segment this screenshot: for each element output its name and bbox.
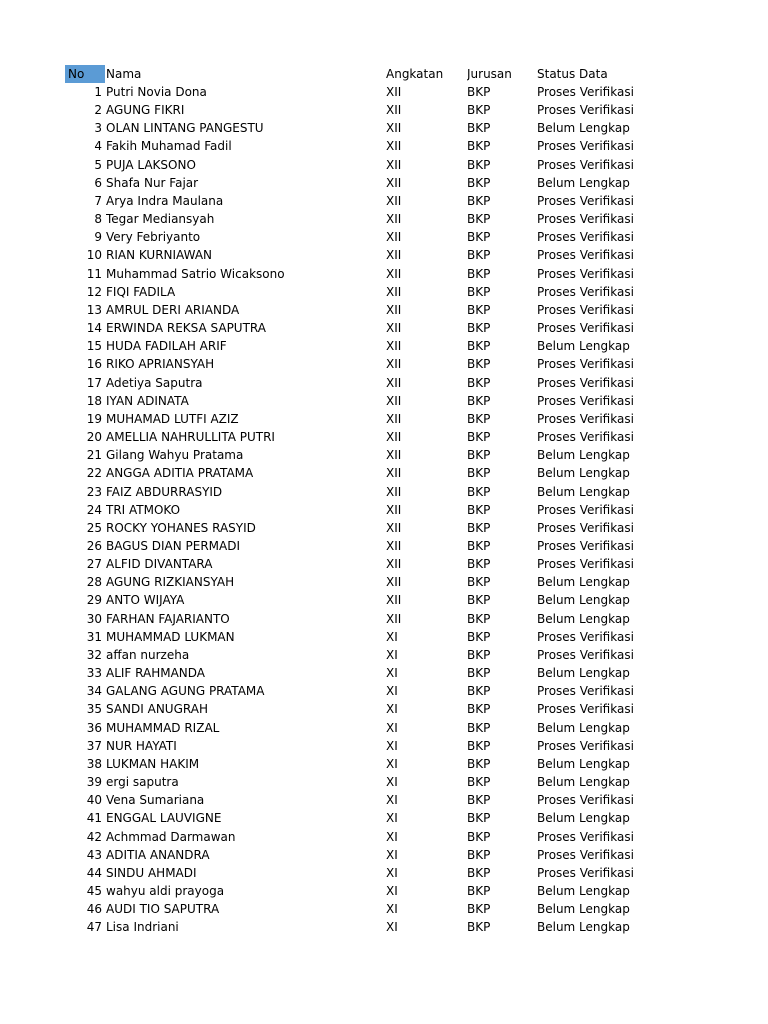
cell-angkatan[interactable]: XI	[386, 756, 398, 771]
cell-nama[interactable]: Adetiya Saputra	[106, 375, 203, 390]
cell-nama[interactable]: ergi saputra	[106, 775, 179, 790]
cell-jurusan[interactable]: BKP	[467, 339, 491, 354]
table-row	[0, 83, 768, 101]
cell-nama[interactable]: Very Febriyanto	[106, 230, 201, 245]
cell-nama[interactable]: IYAN ADINATA	[106, 393, 189, 408]
cell-no[interactable]: 35	[86, 702, 102, 717]
cell-status[interactable]: Belum Lengkap	[537, 666, 630, 681]
cell-angkatan[interactable]: XII	[386, 85, 402, 99]
cell-angkatan[interactable]: XI	[386, 775, 398, 790]
cell-jurusan[interactable]: BKP	[467, 666, 491, 681]
cell-status[interactable]: Belum Lengkap	[537, 339, 630, 354]
cell-angkatan[interactable]: XII	[386, 539, 402, 553]
cell-angkatan[interactable]: XII	[386, 248, 402, 263]
table-row	[0, 519, 768, 537]
cell-angkatan[interactable]: XII	[386, 393, 402, 408]
table-row	[0, 374, 768, 392]
cell-status[interactable]: Belum Lengkap	[537, 811, 630, 826]
cell-status[interactable]: Proses Verifikasi	[537, 85, 634, 99]
table-row	[0, 210, 768, 228]
cell-jurusan[interactable]: BKP	[467, 647, 491, 662]
cell-angkatan[interactable]: XII	[386, 175, 402, 190]
cell-status[interactable]: Proses Verifikasi	[537, 647, 634, 662]
table-row	[0, 228, 768, 246]
cell-jurusan[interactable]: BKP	[467, 321, 491, 336]
table-row	[0, 283, 768, 301]
table-row	[0, 501, 768, 519]
cell-jurusan[interactable]: BKP	[467, 720, 491, 735]
cell-angkatan[interactable]: XII	[386, 193, 402, 208]
cell-angkatan[interactable]: XII	[386, 321, 402, 336]
cell-no[interactable]: 24	[86, 502, 102, 517]
cell-jurusan[interactable]: BKP	[467, 902, 491, 917]
table-row	[0, 610, 768, 628]
cell-status[interactable]: Proses Verifikasi	[537, 502, 634, 517]
cell-angkatan[interactable]: XI	[386, 738, 398, 753]
cell-nama[interactable]: affan nurzeha	[106, 647, 190, 662]
cell-jurusan[interactable]: BKP	[467, 411, 491, 426]
cell-nama[interactable]: TRI ATMOKO	[106, 502, 181, 517]
cell-no[interactable]: 37	[86, 738, 102, 753]
cell-no[interactable]: 31	[86, 629, 102, 644]
table-row	[0, 573, 768, 591]
cell-no[interactable]: 40	[86, 793, 102, 808]
cell-jurusan[interactable]: BKP	[467, 121, 491, 136]
cell-status[interactable]: Belum Lengkap	[537, 611, 630, 626]
cell-status[interactable]: Proses Verifikasi	[537, 284, 634, 299]
cell-status[interactable]: Proses Verifikasi	[537, 865, 634, 880]
cell-no[interactable]: 19	[86, 411, 102, 426]
cell-no[interactable]: 5	[94, 157, 102, 172]
cell-jurusan[interactable]: BKP	[467, 557, 491, 572]
cell-nama[interactable]: AGUNG FIKRI	[106, 103, 185, 118]
cell-angkatan[interactable]: XII	[386, 284, 402, 299]
cell-no[interactable]: 10	[86, 248, 102, 263]
cell-no[interactable]: 6	[94, 175, 102, 190]
cell-no[interactable]: 23	[86, 484, 102, 499]
cell-angkatan[interactable]: XII	[386, 593, 402, 608]
cell-nama[interactable]: Tegar Mediansyah	[106, 212, 215, 227]
table-row	[0, 301, 768, 319]
cell-no[interactable]: 47	[86, 920, 102, 935]
cell-angkatan[interactable]: XII	[386, 448, 402, 463]
cell-status[interactable]: Proses Verifikasi	[537, 375, 634, 390]
table-row	[0, 428, 768, 446]
cell-status[interactable]: Proses Verifikasi	[537, 193, 634, 208]
cell-nama[interactable]: SINDU AHMADI	[106, 865, 197, 880]
cell-nama[interactable]: ERWINDA REKSA SAPUTRA	[106, 321, 266, 336]
cell-angkatan[interactable]: XI	[386, 902, 398, 917]
cell-jurusan[interactable]: BKP	[467, 593, 491, 608]
table-row	[0, 355, 768, 373]
cell-jurusan[interactable]: BKP	[467, 865, 491, 880]
header-angkatan[interactable]: Angkatan	[386, 67, 444, 81]
cell-no[interactable]: 12	[86, 284, 102, 299]
cell-nama[interactable]: ENGGAL LAUVIGNE	[106, 811, 222, 826]
cell-jurusan[interactable]: BKP	[467, 702, 491, 717]
cell-no[interactable]: 14	[86, 321, 102, 336]
cell-angkatan[interactable]: XII	[386, 520, 402, 535]
cell-angkatan[interactable]: XI	[386, 629, 398, 644]
table-row	[0, 628, 768, 646]
cell-jurusan[interactable]: BKP	[467, 756, 491, 771]
table-row	[0, 809, 768, 827]
cell-status[interactable]: Proses Verifikasi	[537, 629, 634, 644]
cell-nama[interactable]: Vena Sumariana	[106, 793, 205, 808]
cell-angkatan[interactable]: XII	[386, 212, 402, 227]
cell-jurusan[interactable]: BKP	[467, 248, 491, 263]
cell-jurusan[interactable]: BKP	[467, 448, 491, 463]
table-row	[0, 537, 768, 555]
table-row	[0, 246, 768, 264]
cell-jurusan[interactable]: BKP	[467, 793, 491, 808]
cell-no[interactable]: 7	[94, 193, 102, 208]
table-row	[0, 119, 768, 137]
cell-jurusan[interactable]: BKP	[467, 375, 491, 390]
cell-jurusan[interactable]: BKP	[467, 85, 491, 99]
cell-angkatan[interactable]: XI	[386, 793, 398, 808]
cell-status[interactable]: Belum Lengkap	[537, 775, 630, 790]
cell-no[interactable]: 44	[86, 865, 102, 880]
cell-status[interactable]: Belum Lengkap	[537, 484, 630, 499]
cell-status[interactable]: Belum Lengkap	[537, 175, 630, 190]
cell-status[interactable]: Proses Verifikasi	[537, 230, 634, 245]
table-row	[0, 464, 768, 482]
cell-jurusan[interactable]: BKP	[467, 847, 491, 862]
cell-status[interactable]: Proses Verifikasi	[537, 266, 634, 281]
cell-status[interactable]: Proses Verifikasi	[537, 539, 634, 553]
cell-no[interactable]: 11	[86, 266, 102, 281]
cell-jurusan[interactable]: BKP	[467, 575, 491, 590]
table-row	[0, 156, 768, 174]
cell-no[interactable]: 21	[86, 448, 102, 463]
cell-angkatan[interactable]: XII	[386, 121, 402, 136]
table-row	[0, 864, 768, 882]
cell-nama[interactable]: Putri Novia Dona	[106, 85, 207, 99]
cell-angkatan[interactable]: XI	[386, 666, 398, 681]
cell-status[interactable]: Proses Verifikasi	[537, 829, 634, 844]
cell-nama[interactable]: OLAN LINTANG PANGESTU	[106, 121, 264, 136]
cell-nama[interactable]: ANTO WIJAYA	[106, 593, 185, 608]
cell-no[interactable]: 38	[86, 756, 102, 771]
cell-status[interactable]: Proses Verifikasi	[537, 393, 634, 408]
table-row	[0, 101, 768, 119]
cell-nama[interactable]: AUDI TIO SAPUTRA	[106, 902, 220, 917]
cell-nama[interactable]: Shafa Nur Fajar	[106, 175, 199, 190]
cell-no[interactable]: 45	[86, 884, 102, 899]
cell-angkatan[interactable]: XII	[386, 466, 402, 481]
cell-nama[interactable]: Muhammad Satrio Wicaksono	[106, 266, 285, 281]
cell-jurusan[interactable]: BKP	[467, 829, 491, 844]
cell-nama[interactable]: HUDA FADILAH ARIF	[106, 339, 227, 354]
cell-status[interactable]: Proses Verifikasi	[537, 847, 634, 862]
header-nama[interactable]: Nama	[106, 67, 142, 81]
cell-no[interactable]: 4	[94, 139, 102, 154]
cell-angkatan[interactable]: XII	[386, 339, 402, 354]
cell-jurusan[interactable]: BKP	[467, 629, 491, 644]
cell-nama[interactable]: ROCKY YOHANES RASYID	[106, 520, 256, 535]
table-row	[0, 882, 768, 900]
cell-nama[interactable]: MUHAMMAD LUKMAN	[106, 629, 235, 644]
cell-angkatan[interactable]: XI	[386, 811, 398, 826]
cell-nama[interactable]: RIKO APRIANSYAH	[106, 357, 215, 372]
cell-status[interactable]: Proses Verifikasi	[537, 248, 634, 263]
cell-status[interactable]: Proses Verifikasi	[537, 103, 634, 118]
cell-status[interactable]: Proses Verifikasi	[537, 321, 634, 336]
table-row	[0, 737, 768, 755]
cell-nama[interactable]: MUHAMMAD RIZAL	[106, 720, 220, 735]
cell-status[interactable]: Belum Lengkap	[537, 575, 630, 590]
cell-status[interactable]: Belum Lengkap	[537, 720, 630, 735]
cell-status[interactable]: Belum Lengkap	[537, 902, 630, 917]
table-row	[0, 791, 768, 809]
table-row	[0, 846, 768, 864]
cell-no[interactable]: 3	[94, 121, 102, 136]
cell-nama[interactable]: LUKMAN HAKIM	[106, 756, 200, 771]
cell-jurusan[interactable]: BKP	[467, 103, 491, 118]
cell-nama[interactable]: Fakih Muhamad Fadil	[106, 139, 232, 154]
cell-status[interactable]: Belum Lengkap	[537, 593, 630, 608]
cell-no[interactable]: 34	[86, 684, 102, 699]
cell-angkatan[interactable]: XII	[386, 502, 402, 517]
table-row	[0, 700, 768, 718]
cell-angkatan[interactable]: XII	[386, 611, 402, 626]
cell-angkatan[interactable]: XII	[386, 139, 402, 154]
cell-jurusan[interactable]: BKP	[467, 266, 491, 281]
cell-no[interactable]: 28	[86, 575, 102, 590]
cell-angkatan[interactable]: XI	[386, 865, 398, 880]
cell-status[interactable]: Belum Lengkap	[537, 448, 630, 463]
cell-no[interactable]: 18	[86, 393, 102, 408]
cell-status[interactable]: Proses Verifikasi	[537, 139, 634, 154]
cell-jurusan[interactable]: BKP	[467, 212, 491, 227]
table-row	[0, 483, 768, 501]
table-row	[0, 174, 768, 192]
cell-jurusan[interactable]: BKP	[467, 284, 491, 299]
table-row	[0, 900, 768, 918]
cell-no[interactable]: 46	[86, 902, 102, 917]
cell-nama[interactable]: Arya Indra Maulana	[106, 193, 224, 208]
cell-jurusan[interactable]: BKP	[467, 230, 491, 245]
cell-nama[interactable]: Gilang Wahyu Pratama	[106, 448, 244, 463]
cell-angkatan[interactable]: XII	[386, 411, 402, 426]
cell-angkatan[interactable]: XII	[386, 302, 402, 317]
header-no[interactable]: No	[68, 67, 85, 81]
cell-jurusan[interactable]: BKP	[467, 175, 491, 190]
cell-jurusan[interactable]: BKP	[467, 684, 491, 699]
cell-jurusan[interactable]: BKP	[467, 611, 491, 626]
cell-status[interactable]: Belum Lengkap	[537, 920, 630, 935]
cell-no[interactable]: 33	[86, 666, 102, 681]
cell-angkatan[interactable]: XI	[386, 702, 398, 717]
cell-status[interactable]: Proses Verifikasi	[537, 557, 634, 572]
cell-no[interactable]: 15	[86, 339, 102, 354]
cell-status[interactable]: Proses Verifikasi	[537, 212, 634, 227]
table-row	[0, 265, 768, 283]
cell-jurusan[interactable]: BKP	[467, 920, 491, 935]
table-row	[0, 682, 768, 700]
header-status[interactable]: Status Data	[537, 67, 608, 81]
cell-no[interactable]: 29	[86, 593, 102, 608]
cell-status[interactable]: Belum Lengkap	[537, 121, 630, 136]
cell-status[interactable]: Proses Verifikasi	[537, 684, 634, 699]
cell-status[interactable]: Proses Verifikasi	[537, 430, 634, 445]
cell-nama[interactable]: FIQI FADILA	[106, 284, 176, 299]
table-row	[0, 137, 768, 155]
cell-no[interactable]: 22	[86, 466, 102, 481]
table-row	[0, 319, 768, 337]
cell-no[interactable]: 1	[94, 85, 102, 99]
cell-no[interactable]: 20	[86, 430, 102, 445]
cell-angkatan[interactable]: XII	[386, 557, 402, 572]
cell-jurusan[interactable]: BKP	[467, 393, 491, 408]
cell-angkatan[interactable]: XII	[386, 375, 402, 390]
cell-angkatan[interactable]: XI	[386, 647, 398, 662]
cell-jurusan[interactable]: BKP	[467, 775, 491, 790]
table-row	[0, 591, 768, 609]
cell-jurusan[interactable]: BKP	[467, 430, 491, 445]
cell-status[interactable]: Proses Verifikasi	[537, 357, 634, 372]
cell-no[interactable]: 39	[86, 775, 102, 790]
cell-status[interactable]: Belum Lengkap	[537, 466, 630, 481]
cell-jurusan[interactable]: BKP	[467, 884, 491, 899]
cell-nama[interactable]: FAIZ ABDURRASYID	[106, 484, 223, 499]
cell-jurusan[interactable]: BKP	[467, 139, 491, 154]
table-row	[0, 392, 768, 410]
cell-no[interactable]: 2	[94, 103, 102, 118]
table-header	[0, 65, 768, 83]
cell-jurusan[interactable]: BKP	[467, 520, 491, 535]
cell-jurusan[interactable]: BKP	[467, 466, 491, 481]
cell-angkatan[interactable]: XII	[386, 575, 402, 590]
cell-jurusan[interactable]: BKP	[467, 502, 491, 517]
cell-no[interactable]: 41	[86, 811, 102, 826]
cell-angkatan[interactable]: XII	[386, 484, 402, 499]
cell-angkatan[interactable]: XII	[386, 230, 402, 245]
cell-no[interactable]: 43	[86, 847, 102, 862]
cell-no[interactable]: 25	[86, 520, 102, 535]
cell-angkatan[interactable]: XII	[386, 357, 402, 372]
cell-status[interactable]: Proses Verifikasi	[537, 302, 634, 317]
cell-nama[interactable]: PUJA LAKSONO	[106, 157, 196, 172]
cell-status[interactable]: Proses Verifikasi	[537, 520, 634, 535]
cell-jurusan[interactable]: BKP	[467, 157, 491, 172]
cell-nama[interactable]: Lisa Indriani	[106, 920, 179, 935]
table-row	[0, 337, 768, 355]
cell-no[interactable]: 16	[86, 357, 102, 372]
cell-nama[interactable]: SANDI ANUGRAH	[106, 702, 208, 717]
table-row	[0, 664, 768, 682]
cell-nama[interactable]: AGUNG RIZKIANSYAH	[106, 575, 235, 590]
cell-no[interactable]: 9	[94, 230, 102, 245]
cell-nama[interactable]: FARHAN FAJARIANTO	[106, 611, 230, 626]
cell-no[interactable]: 17	[86, 375, 102, 390]
cell-jurusan[interactable]: BKP	[467, 484, 491, 499]
cell-nama[interactable]: ADITIA ANANDRA	[106, 847, 210, 862]
cell-jurusan[interactable]: BKP	[467, 811, 491, 826]
cell-jurusan[interactable]: BKP	[467, 738, 491, 753]
cell-nama[interactable]: ALIF RAHMANDA	[106, 666, 206, 681]
cell-status[interactable]: Proses Verifikasi	[537, 738, 634, 753]
cell-nama[interactable]: Achmmad Darmawan	[106, 829, 236, 844]
cell-nama[interactable]: RIAN KURNIAWAN	[106, 248, 213, 263]
cell-nama[interactable]: ALFID DIVANTARA	[106, 557, 213, 572]
cell-angkatan[interactable]: XII	[386, 157, 402, 172]
table-row	[0, 755, 768, 773]
cell-nama[interactable]: MUHAMAD LUTFI AZIZ	[106, 411, 239, 426]
table-row	[0, 773, 768, 791]
cell-status[interactable]: Proses Verifikasi	[537, 793, 634, 808]
table-row	[0, 410, 768, 428]
table-row	[0, 446, 768, 464]
cell-no[interactable]: 26	[86, 539, 102, 553]
cell-no[interactable]: 8	[94, 212, 102, 227]
cell-no[interactable]: 36	[86, 720, 102, 735]
cell-angkatan[interactable]: XI	[386, 829, 398, 844]
cell-angkatan[interactable]: XI	[386, 847, 398, 862]
table-row	[0, 828, 768, 846]
cell-jurusan[interactable]: BKP	[467, 357, 491, 372]
cell-jurusan[interactable]: BKP	[467, 302, 491, 317]
table-row	[0, 719, 768, 737]
header-jurusan[interactable]: Jurusan	[467, 67, 512, 81]
table-row	[0, 192, 768, 210]
cell-angkatan[interactable]: XI	[386, 720, 398, 735]
cell-no[interactable]: 13	[86, 302, 102, 317]
cell-nama[interactable]: GALANG AGUNG PRATAMA	[106, 684, 265, 699]
cell-no[interactable]: 32	[86, 647, 102, 662]
cell-nama[interactable]: AMELLIA NAHRULLITA PUTRI	[106, 430, 275, 445]
cell-angkatan[interactable]: XII	[386, 430, 402, 445]
cell-status[interactable]: Proses Verifikasi	[537, 702, 634, 717]
cell-no[interactable]: 42	[86, 829, 102, 844]
cell-angkatan[interactable]: XI	[386, 684, 398, 699]
cell-status[interactable]: Belum Lengkap	[537, 884, 630, 899]
cell-nama[interactable]: AMRUL DERI ARIANDA	[106, 302, 240, 317]
cell-angkatan[interactable]: XI	[386, 884, 398, 899]
table-row	[0, 918, 768, 936]
cell-no[interactable]: 30	[86, 611, 102, 626]
cell-status[interactable]: Proses Verifikasi	[537, 157, 634, 172]
cell-nama[interactable]: wahyu aldi prayoga	[106, 884, 225, 899]
table-row	[0, 646, 768, 664]
cell-nama[interactable]: NUR HAYATI	[106, 738, 177, 753]
cell-status[interactable]: Belum Lengkap	[537, 756, 630, 771]
cell-nama[interactable]: BAGUS DIAN PERMADI	[106, 539, 241, 553]
cell-jurusan[interactable]: BKP	[467, 539, 491, 553]
cell-angkatan[interactable]: XII	[386, 103, 402, 118]
cell-no[interactable]: 27	[86, 557, 102, 572]
cell-angkatan[interactable]: XI	[386, 920, 398, 935]
cell-status[interactable]: Proses Verifikasi	[537, 411, 634, 426]
cell-nama[interactable]: ANGGA ADITIA PRATAMA	[106, 466, 254, 481]
cell-jurusan[interactable]: BKP	[467, 193, 491, 208]
table-row	[0, 555, 768, 573]
cell-angkatan[interactable]: XII	[386, 266, 402, 281]
